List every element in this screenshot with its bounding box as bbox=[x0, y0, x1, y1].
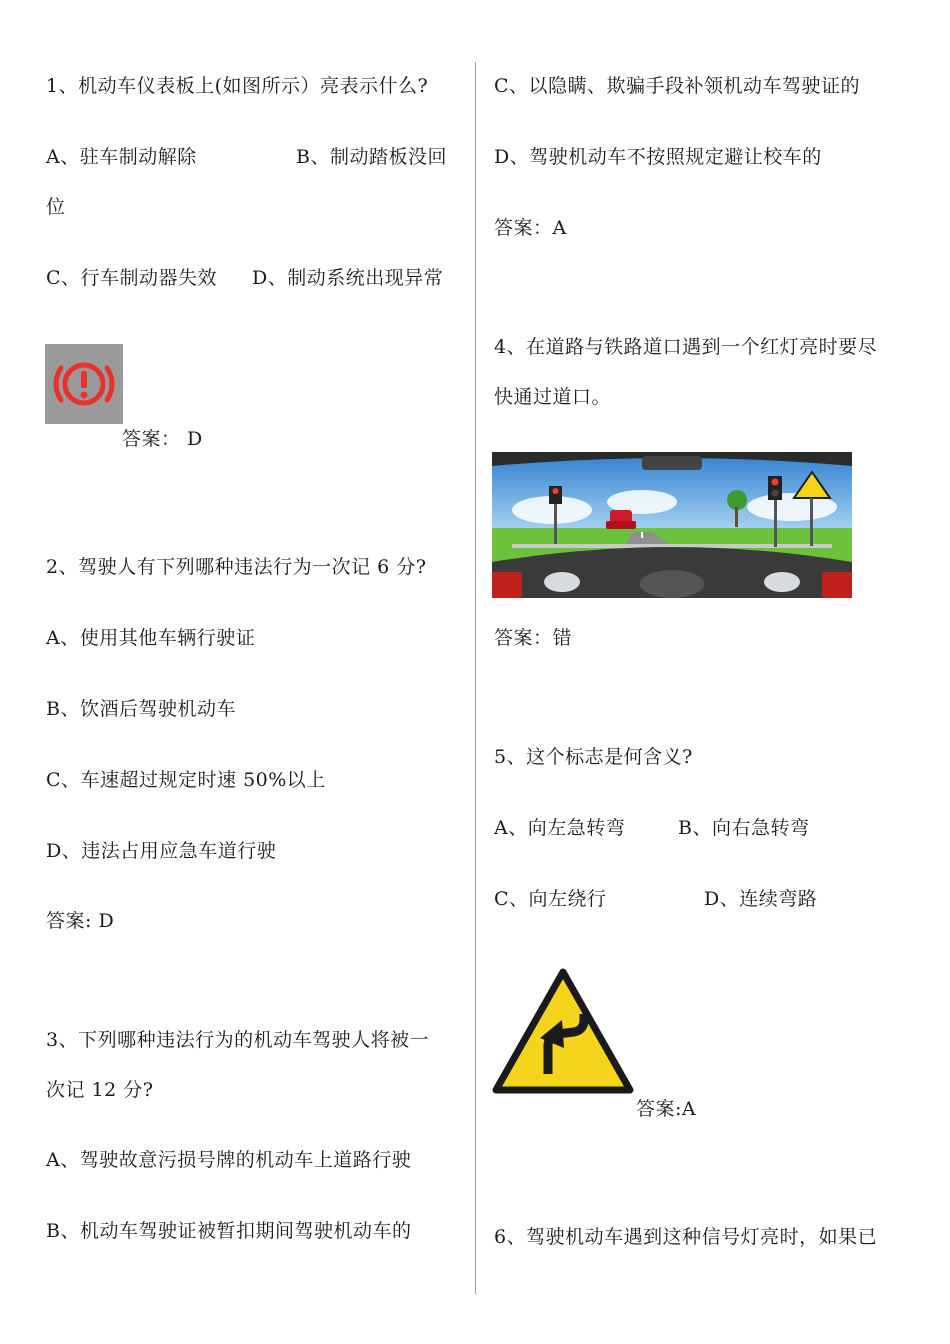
q1-option-b: B、制动踏板没回 bbox=[296, 146, 447, 168]
q4-answer: 答案：错 bbox=[494, 627, 573, 649]
q3-option-a: A、驾驶故意污损号牌的机动车上道路行驶 bbox=[46, 1149, 412, 1171]
q2-option-b: B、饮酒后驾驶机动车 bbox=[46, 698, 236, 720]
q2-answer: 答案: D bbox=[46, 910, 115, 932]
q4-question: 4、在道路与铁路道口遇到一个红灯亮时要尽 bbox=[494, 336, 878, 358]
q5-option-c: C、向左绕行 bbox=[494, 888, 607, 910]
q2-option-a: A、使用其他车辆行驶证 bbox=[46, 627, 256, 649]
q1-answer: 答案： D bbox=[122, 428, 203, 450]
brake-warning-icon bbox=[45, 344, 123, 424]
q1-option-a: A、驻车制动解除 bbox=[46, 146, 197, 168]
q4-question-cont: 快通过道口。 bbox=[494, 386, 612, 408]
railway-crossing-scene-image bbox=[492, 452, 852, 598]
q3-question: 3、下列哪种违法行为的机动车驾驶人将被一 bbox=[46, 1029, 430, 1051]
q1-option-b-cont: 位 bbox=[46, 196, 66, 218]
q1-option-d: D、制动系统出现异常 bbox=[252, 267, 444, 289]
q3-option-c: C、以隐瞒、欺骗手段补领机动车驾驶证的 bbox=[494, 75, 861, 97]
q3-question-cont: 次记 12 分? bbox=[46, 1079, 154, 1101]
q3-option-b: B、机动车驾驶证被暂扣期间驾驶机动车的 bbox=[46, 1220, 412, 1242]
q5-answer: 答案:A bbox=[636, 1098, 697, 1120]
q5-question: 5、这个标志是何含义? bbox=[494, 746, 693, 768]
sharp-left-turn-sign-icon bbox=[492, 968, 634, 1096]
q6-question: 6、驾驶机动车遇到这种信号灯亮时，如果已 bbox=[494, 1226, 878, 1248]
q2-question: 2、驾驶人有下列哪种违法行为一次记 6 分? bbox=[46, 556, 427, 578]
q2-option-c: C、车速超过规定时速 50%以上 bbox=[46, 769, 326, 791]
q3-answer: 答案：A bbox=[494, 217, 567, 239]
q1-option-c: C、行车制动器失效 bbox=[46, 267, 218, 289]
q1-question: 1、机动车仪表板上(如图所示）亮表示什么? bbox=[46, 75, 429, 97]
q5-option-a: A、向左急转弯 bbox=[494, 817, 626, 839]
q2-option-d: D、违法占用应急车道行驶 bbox=[46, 840, 277, 862]
q5-option-b: B、向右急转弯 bbox=[678, 817, 810, 839]
q5-option-d: D、连续弯路 bbox=[704, 888, 818, 910]
column-divider bbox=[475, 62, 476, 1294]
q3-option-d: D、驾驶机动车不按照规定避让校车的 bbox=[494, 146, 822, 168]
